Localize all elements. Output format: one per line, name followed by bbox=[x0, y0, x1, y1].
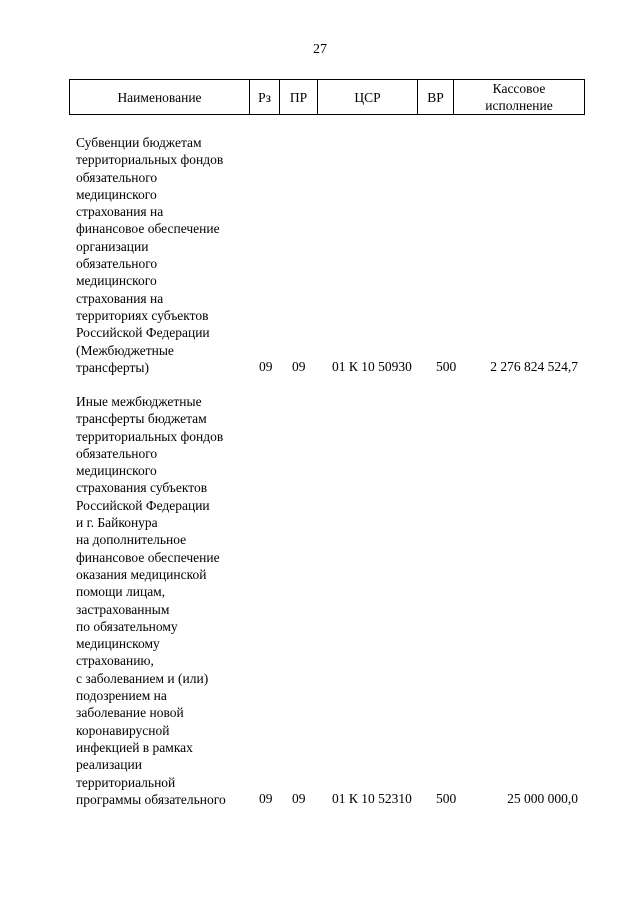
row-amount: 25 000 000,0 bbox=[507, 791, 578, 806]
row-rz: 09 bbox=[259, 791, 273, 806]
table-header bbox=[69, 79, 585, 115]
row-csr: 01 К 10 52310 bbox=[332, 791, 412, 806]
row-vr: 500 bbox=[436, 791, 457, 806]
row-pr: 09 bbox=[292, 359, 306, 374]
column-header-pr: ПР bbox=[280, 80, 318, 115]
row-csr: 01 К 10 50930 bbox=[332, 359, 412, 374]
column-header-name: Наименование bbox=[70, 80, 250, 115]
row-name: Иные межбюджетные трансферты бюджетам территориальных фондов обязательного медицинского страхования субъектов Российской Федерации и г. Байконура на дополнительное финансовое обеспечение оказания медицинской помощи лицам, застрахованным по обязательному медицинскому страхованию, с заболеванием и (или) подозрением на заболевание новой коронавирусной инфекцией в рамках реализации территориальной программы обязательного bbox=[76, 394, 226, 807]
column-header-amount: Кассовое исполнение bbox=[454, 80, 585, 115]
row-vr: 500 bbox=[436, 359, 457, 374]
row-rz: 09 bbox=[259, 359, 273, 374]
column-header-vr: ВР bbox=[418, 80, 454, 115]
row-amount: 2 276 824 524,7 bbox=[490, 359, 578, 374]
column-header-rz: Рз bbox=[250, 80, 280, 115]
page-number: 27 bbox=[313, 42, 327, 57]
row-pr: 09 bbox=[292, 791, 306, 806]
column-header-csr: ЦСР bbox=[318, 80, 418, 115]
row-name: Субвенции бюджетам территориальных фондов обязательного медицинского страхования на финансовое обеспечение организации обязательного медицинского страхования на территориях субъектов Российской Федерации (Межбюджетные трансферты) bbox=[76, 135, 224, 375]
